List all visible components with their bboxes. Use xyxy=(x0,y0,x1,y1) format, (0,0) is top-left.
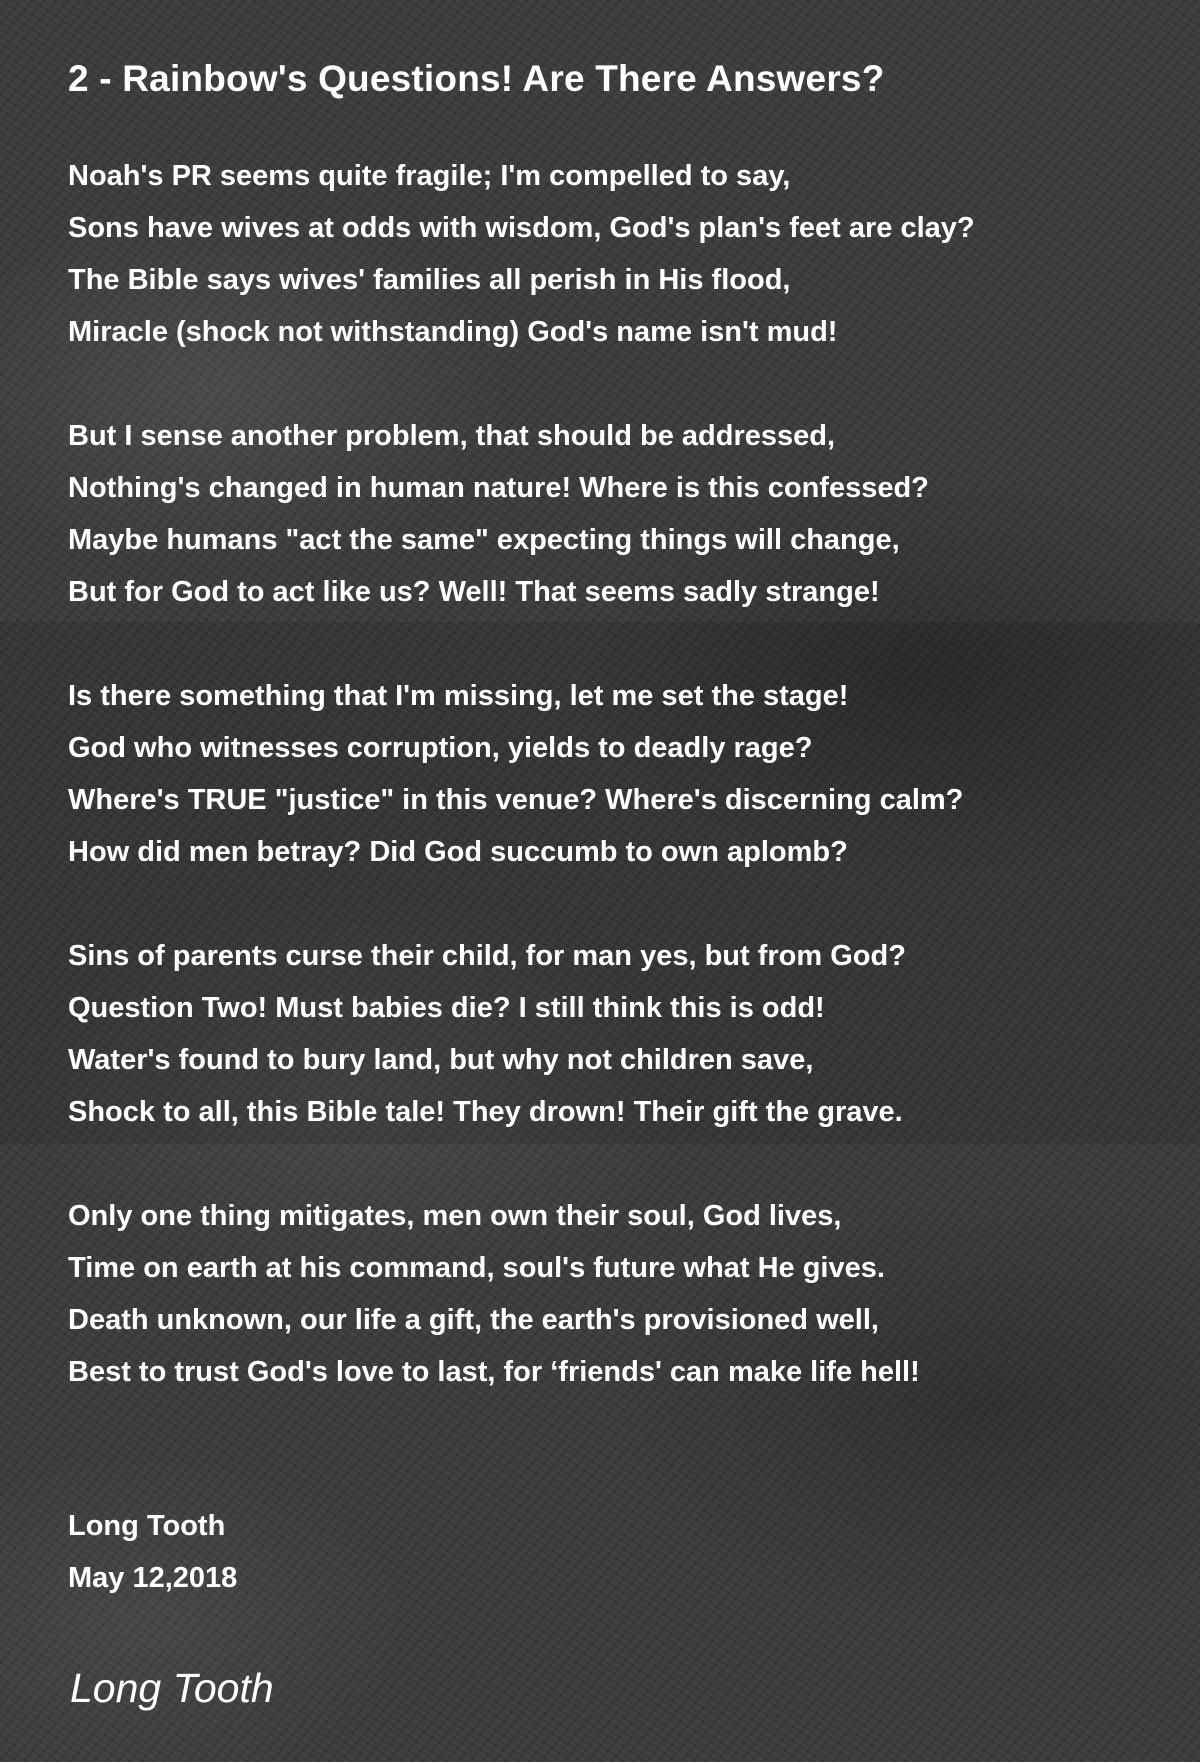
stanza-list xyxy=(68,150,1148,1398)
poem-line: Maybe humans "act the same" expecting things will change, xyxy=(68,524,900,556)
stanza-4 xyxy=(68,930,1148,1138)
poem-line: Nothing's changed in human nature! Where is this confessed? xyxy=(68,472,929,504)
poem-line: Noah's PR seems quite fragile; I'm compelled to say, xyxy=(68,160,791,192)
signoff-block xyxy=(68,1500,237,1604)
poem-line: Question Two! Must babies die? I still think this is odd! xyxy=(68,992,825,1024)
poem-line: Death unknown, our life a gift, the earth's provisioned well, xyxy=(68,1304,879,1336)
poem-line: How did men betray? Did God succumb to own aplomb? xyxy=(68,836,848,868)
poem-line: Time on earth at his command, soul's future what He gives. xyxy=(68,1252,885,1284)
poem-line: Is there something that I'm missing, let me set the stage! xyxy=(68,680,849,712)
poem-line: Shock to all, this Bible tale! They drown! Their gift the grave. xyxy=(68,1096,903,1128)
poem-body xyxy=(68,52,1148,1450)
poem-line: But I sense another problem, that should be addressed, xyxy=(68,420,836,452)
poem-line: Only one thing mitigates, men own their soul, God lives, xyxy=(68,1200,842,1232)
poem-title: 2 - Rainbow's Questions! Are There Answers? xyxy=(68,58,885,99)
stanza-3 xyxy=(68,670,1148,878)
poem-line: Best to trust God's love to last, for ‘friends' can make life hell! xyxy=(68,1356,920,1388)
poem-line: Miracle (shock not withstanding) God's name isn't mud! xyxy=(68,316,838,348)
poem-line: Sins of parents curse their child, for man yes, but from God? xyxy=(68,940,906,972)
signoff-name: Long Tooth xyxy=(68,1510,226,1542)
poem-line: Water's found to bury land, but why not children save, xyxy=(68,1044,814,1076)
poem-line: The Bible says wives' families all perish in His flood, xyxy=(68,264,791,296)
poem-line: Sons have wives at odds with wisdom, God's plan's feet are clay? xyxy=(68,212,975,244)
poem-line: Where's TRUE "justice" in this venue? Where's discerning calm? xyxy=(68,784,964,816)
stanza-1 xyxy=(68,150,1148,358)
author-signature: Long Tooth xyxy=(70,1665,274,1711)
poem-line: God who witnesses corruption, yields to deadly rage? xyxy=(68,732,813,764)
stanza-2 xyxy=(68,410,1148,618)
stanza-5 xyxy=(68,1190,1148,1398)
signoff-date: May 12,2018 xyxy=(68,1562,238,1594)
poem-line: But for God to act like us? Well! That seems sadly strange! xyxy=(68,576,880,608)
